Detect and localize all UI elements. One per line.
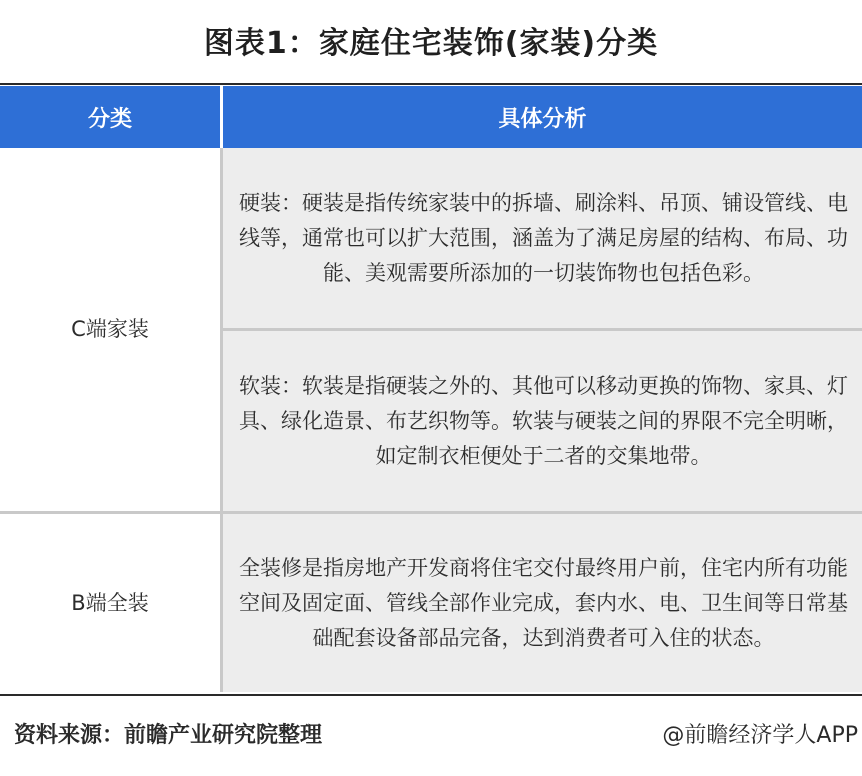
table-row: [0, 148, 862, 330]
category-cell-b-end: B端全装: [0, 513, 222, 693]
table-header-row: [0, 86, 862, 148]
table-row: [0, 513, 862, 693]
detail-cell-hard-decoration: 硬装：硬装是指传统家装中的拆墙、刷涂料、吊顶、铺设管线、电线等，通常也可以扩大范围，涵盖为了满足房屋的结构、布局、功能、美观需要所添加的一切装饰物也包括色彩。: [222, 148, 862, 330]
source-note: 资料来源：前瞻产业研究院整理: [14, 723, 323, 748]
chart-title: 图表1：家庭住宅装饰(家装)分类: [203, 26, 659, 61]
header-category: 分类: [0, 86, 222, 148]
top-rule: [0, 83, 862, 85]
header-detail: 具体分析: [222, 86, 862, 148]
category-cell-c-end: C端家装: [0, 148, 222, 513]
credit-note: @前瞻经济学人APP: [662, 723, 858, 748]
classification-table: [0, 86, 862, 692]
bottom-rule: [0, 694, 862, 696]
detail-cell-soft-decoration: 软装：软装是指硬装之外的、其他可以移动更换的饰物、家具、灯具、绿化造景、布艺织物等。软装与硬装之间的界限不完全明晰，如定制衣柜便处于二者的交集地带。: [222, 330, 862, 513]
detail-cell-full-decoration: 全装修是指房地产开发商将住宅交付最终用户前，住宅内所有功能空间及固定面、管线全部作业完成，套内水、电、卫生间等日常基础配套设备部品完备，达到消费者可入住的状态。: [222, 513, 862, 693]
